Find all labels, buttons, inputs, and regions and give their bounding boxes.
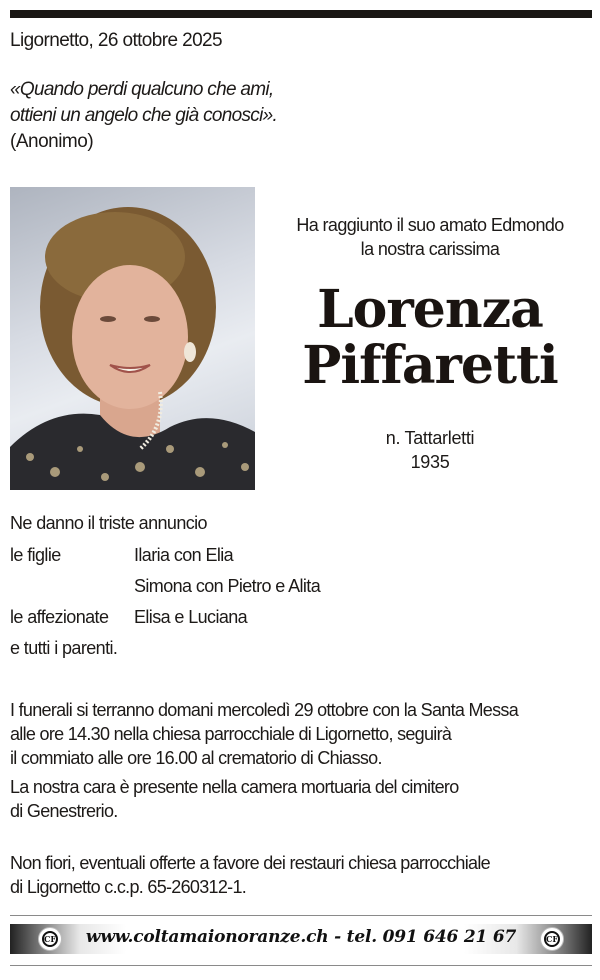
quote-author: (Anonimo) bbox=[10, 131, 94, 152]
intro-text bbox=[270, 213, 590, 261]
top-rule bbox=[10, 10, 592, 18]
funeral-home-logo-icon bbox=[540, 927, 564, 951]
portrait-icon bbox=[10, 187, 255, 490]
maiden-name: n. Tattarletti bbox=[385, 428, 475, 448]
funeral-line-3: il commiato alle ore 16.00 al crematorio di Chiasso. bbox=[10, 748, 382, 768]
donation-details bbox=[10, 851, 595, 899]
birth-year: 1935 bbox=[410, 452, 450, 472]
footer-band bbox=[10, 924, 592, 954]
last-name: Piffaretti bbox=[302, 335, 558, 396]
intro-line-2: la nostra carissima bbox=[360, 239, 500, 259]
footer-divider-bottom bbox=[10, 965, 592, 966]
place-date: Ligornetto, 26 ottobre 2025 bbox=[10, 30, 222, 51]
announcement: Ne danno il triste annuncio bbox=[10, 513, 207, 533]
viewing-details bbox=[10, 775, 595, 823]
footer-contact[interactable]: www.coltamaionoranze.ch - tel. 091 646 21 67 bbox=[85, 927, 517, 947]
donation-line-1: Non fiori, eventuali offerte a favore dei restauri chiesa parrocchiale bbox=[10, 853, 490, 873]
viewing-line-2: di Genestrerio. bbox=[10, 801, 118, 821]
logo-mark: CF bbox=[544, 931, 560, 947]
quote-line-1: «Quando perdi qualcuno che ami, bbox=[10, 79, 274, 100]
family-names: Elisa e Luciana bbox=[134, 607, 248, 627]
family-relation: e tutti i parenti. bbox=[10, 638, 118, 658]
portrait-photo bbox=[10, 187, 255, 490]
family-names: Simona con Pietro e Alita bbox=[134, 576, 321, 596]
deceased-name bbox=[270, 279, 590, 396]
birth-info bbox=[270, 426, 590, 474]
viewing-line-1: La nostra cara è presente nella camera mortuaria del cimitero bbox=[10, 777, 459, 797]
quote bbox=[10, 77, 277, 129]
family-relation: le figlie bbox=[10, 545, 61, 565]
funeral-details bbox=[10, 698, 595, 770]
donation-line-2: di Ligornetto c.c.p. 65-260312-1. bbox=[10, 877, 247, 897]
family-relation: le affezionate bbox=[10, 607, 109, 627]
funeral-line-1: I funerali si terranno domani mercoledì 29 ottobre con la Santa Messa bbox=[10, 700, 519, 720]
footer-divider-top bbox=[10, 915, 592, 916]
first-name: Lorenza bbox=[317, 279, 543, 340]
family-names: Ilaria con Elia bbox=[134, 545, 234, 565]
intro-line-1: Ha raggiunto il suo amato Edmondo bbox=[296, 215, 564, 235]
funeral-line-2: alle ore 14.30 nella chiesa parrocchiale di Ligornetto, seguirà bbox=[10, 724, 452, 744]
quote-line-2: ottieni un angelo che già conosci». bbox=[10, 105, 278, 126]
logo-mark: CF bbox=[42, 931, 58, 947]
